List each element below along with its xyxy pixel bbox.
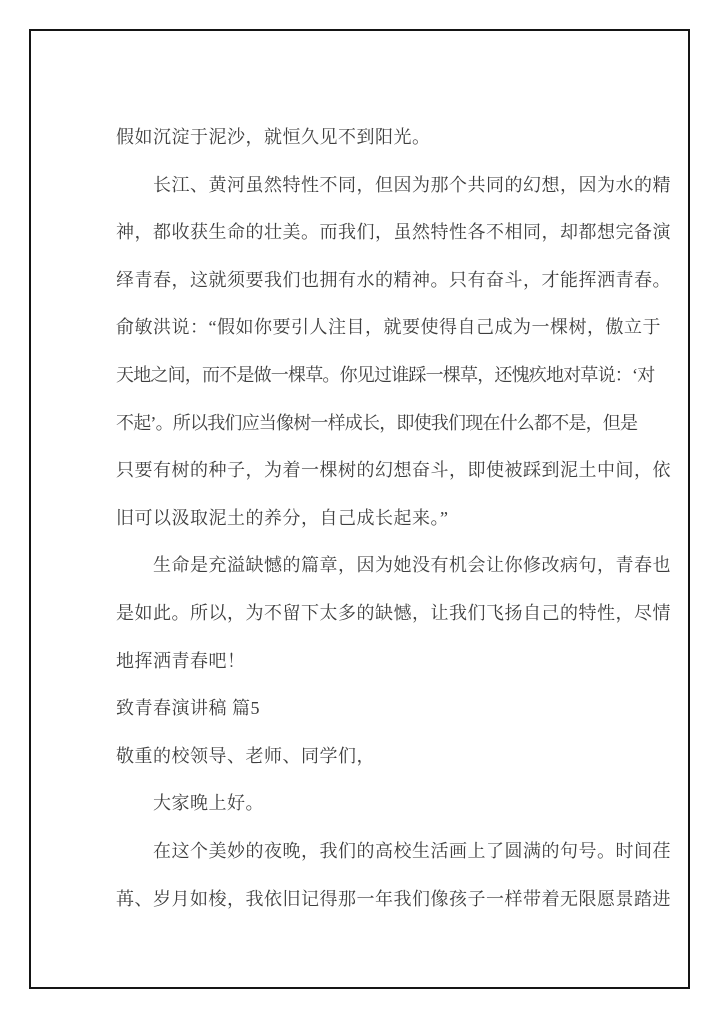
text-line: 苒、岁月如梭，我依旧记得那一年我们像孩子一样带着无限愿景踏进 bbox=[116, 888, 671, 909]
text-line: 只要有树的种子，为着一棵树的幻想奋斗，即使被踩到泥土中间，依 bbox=[116, 460, 671, 481]
text-line: 地挥洒青春吧！ bbox=[116, 650, 246, 671]
text-line: 旧可以汲取泥土的养分，自己成长起来。” bbox=[116, 507, 449, 528]
page-border bbox=[29, 29, 690, 989]
text-line: 大家晚上好。 bbox=[153, 793, 264, 814]
text-line: 俞敏洪说：“假如你要引人注目，就要使得自己成为一棵树，傲立于 bbox=[116, 317, 661, 338]
page-text-content bbox=[116, 114, 696, 923]
text-line: 在这个美妙的夜晚，我们的高校生活画上了圆满的句号。时间荏 bbox=[153, 840, 671, 861]
text-line: 神，都收获生命的壮美。而我们，虽然特性各不相同，却都想完备演 bbox=[116, 222, 671, 243]
text-line: 天地之间，而不是做一棵草。你见过谁踩一棵草，还愧疚地对草说：‘对 bbox=[116, 364, 655, 385]
text-line: 是如此。所以，为不留下太多的缺憾，让我们飞扬自己的特性，尽情 bbox=[116, 602, 671, 623]
section-title: 致青春演讲稿 篇5 bbox=[116, 698, 260, 719]
text-line: 不起’。所以我们应当像树一样成长，即使我们现在什么都不是，但是 bbox=[116, 412, 638, 433]
salutation-line: 敬重的校领导、老师、同学们， bbox=[116, 745, 375, 766]
text-line: 绎青春，这就须要我们也拥有水的精神。只有奋斗，才能挥洒青春。 bbox=[116, 269, 671, 290]
text-line: 生命是充溢缺憾的篇章，因为她没有机会让你修改病句，青春也 bbox=[153, 555, 671, 576]
text-line: 长江、黄河虽然特性不同，但因为那个共同的幻想，因为水的精 bbox=[153, 174, 671, 195]
text-line: 假如沉淀于泥沙，就恒久见不到阳光。 bbox=[116, 127, 431, 147]
